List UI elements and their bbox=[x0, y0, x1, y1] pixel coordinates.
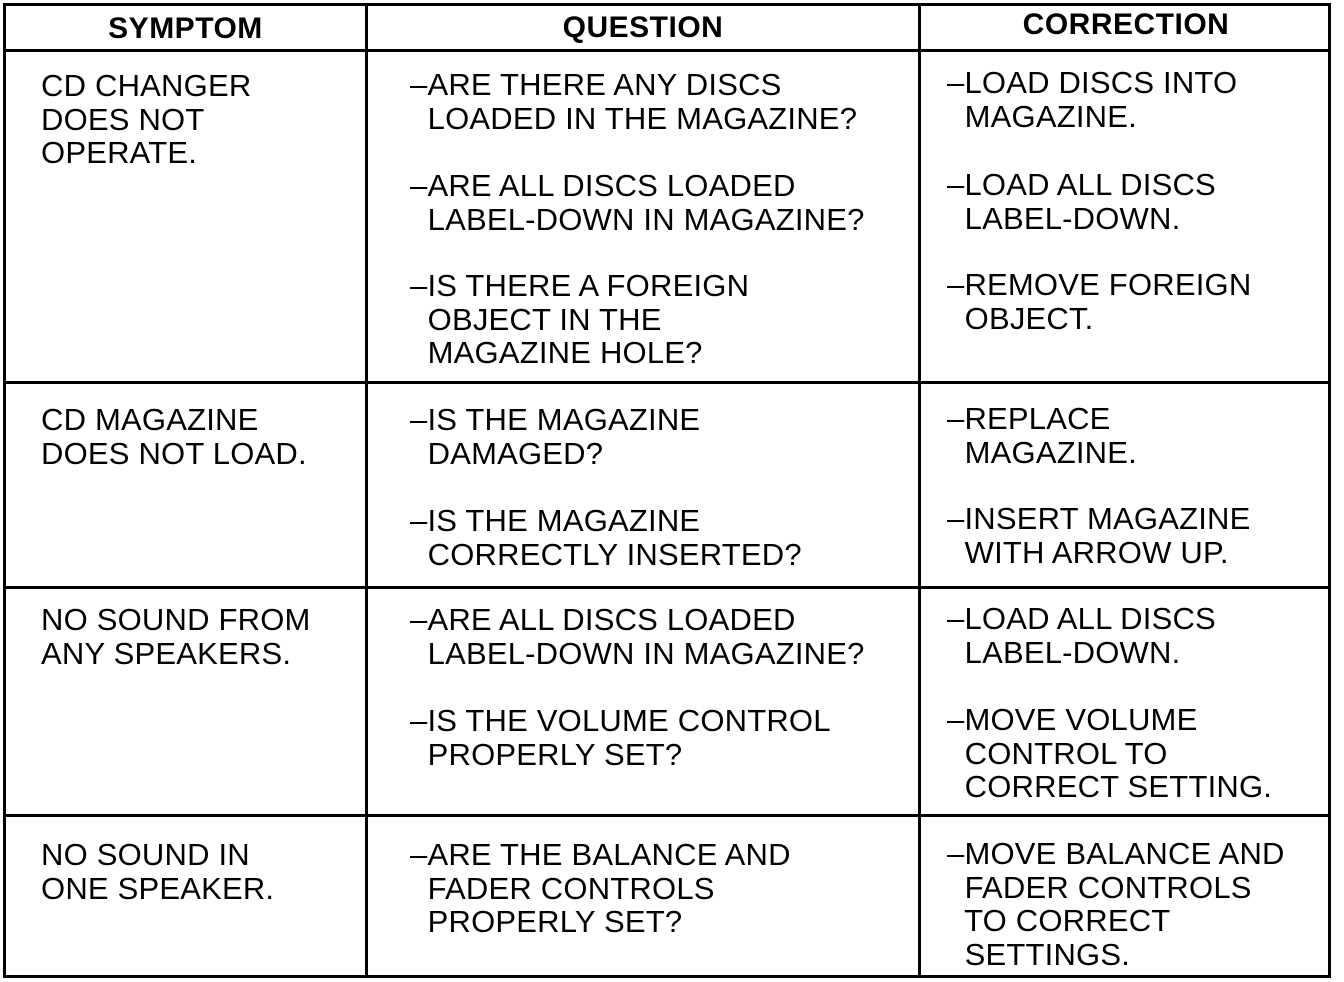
row-divider-1 bbox=[6, 381, 1328, 384]
question-item: –ARE THE BALANCE AND FADER CONTROLS PROPERLY SET? bbox=[410, 837, 791, 939]
correction-item: –LOAD ALL DISCS LABEL-DOWN. bbox=[947, 601, 1216, 670]
correction-item: –REMOVE FOREIGN OBJECT. bbox=[947, 267, 1252, 336]
header-divider bbox=[6, 49, 1328, 52]
symptom-cell: CD CHANGER DOES NOT OPERATE. bbox=[41, 68, 252, 170]
column-divider-1 bbox=[365, 6, 368, 975]
question-item: –IS THE MAGAZINE DAMAGED? bbox=[410, 402, 701, 471]
header-symptom: SYMPTOM bbox=[108, 12, 263, 45]
symptom-cell: CD MAGAZINE DOES NOT LOAD. bbox=[41, 402, 307, 471]
header-question: QUESTION bbox=[562, 11, 724, 44]
question-item: –IS THERE A FOREIGN OBJECT IN THE MAGAZINE HOLE? bbox=[410, 268, 750, 370]
symptom-cell: NO SOUND IN ONE SPEAKER. bbox=[41, 837, 275, 906]
diagnosis-table bbox=[3, 3, 1331, 978]
column-divider-2 bbox=[918, 6, 921, 975]
question-item: –IS THE MAGAZINE CORRECTLY INSERTED? bbox=[410, 503, 802, 572]
question-item: –ARE ALL DISCS LOADED LABEL-DOWN IN MAGAZINE? bbox=[410, 168, 865, 237]
correction-item: –MOVE BALANCE AND FADER CONTROLS TO CORRECT SETTINGS. bbox=[947, 836, 1285, 972]
question-item: –IS THE VOLUME CONTROL PROPERLY SET? bbox=[410, 703, 831, 772]
symptom-cell: NO SOUND FROM ANY SPEAKERS. bbox=[41, 602, 311, 671]
header-correction: CORRECTION bbox=[1022, 8, 1230, 41]
correction-item: –MOVE VOLUME CONTROL TO CORRECT SETTING. bbox=[947, 702, 1273, 804]
row-divider-2 bbox=[6, 586, 1328, 589]
correction-item: –INSERT MAGAZINE WITH ARROW UP. bbox=[947, 501, 1251, 570]
row-divider-3 bbox=[6, 814, 1328, 817]
correction-item: –LOAD DISCS INTO MAGAZINE. bbox=[947, 65, 1238, 134]
correction-item: –REPLACE MAGAZINE. bbox=[947, 401, 1137, 470]
correction-item: –LOAD ALL DISCS LABEL-DOWN. bbox=[947, 167, 1216, 236]
question-item: –ARE ALL DISCS LOADED LABEL-DOWN IN MAGAZINE? bbox=[410, 602, 865, 671]
question-item: –ARE THERE ANY DISCS LOADED IN THE MAGAZINE? bbox=[410, 67, 858, 136]
